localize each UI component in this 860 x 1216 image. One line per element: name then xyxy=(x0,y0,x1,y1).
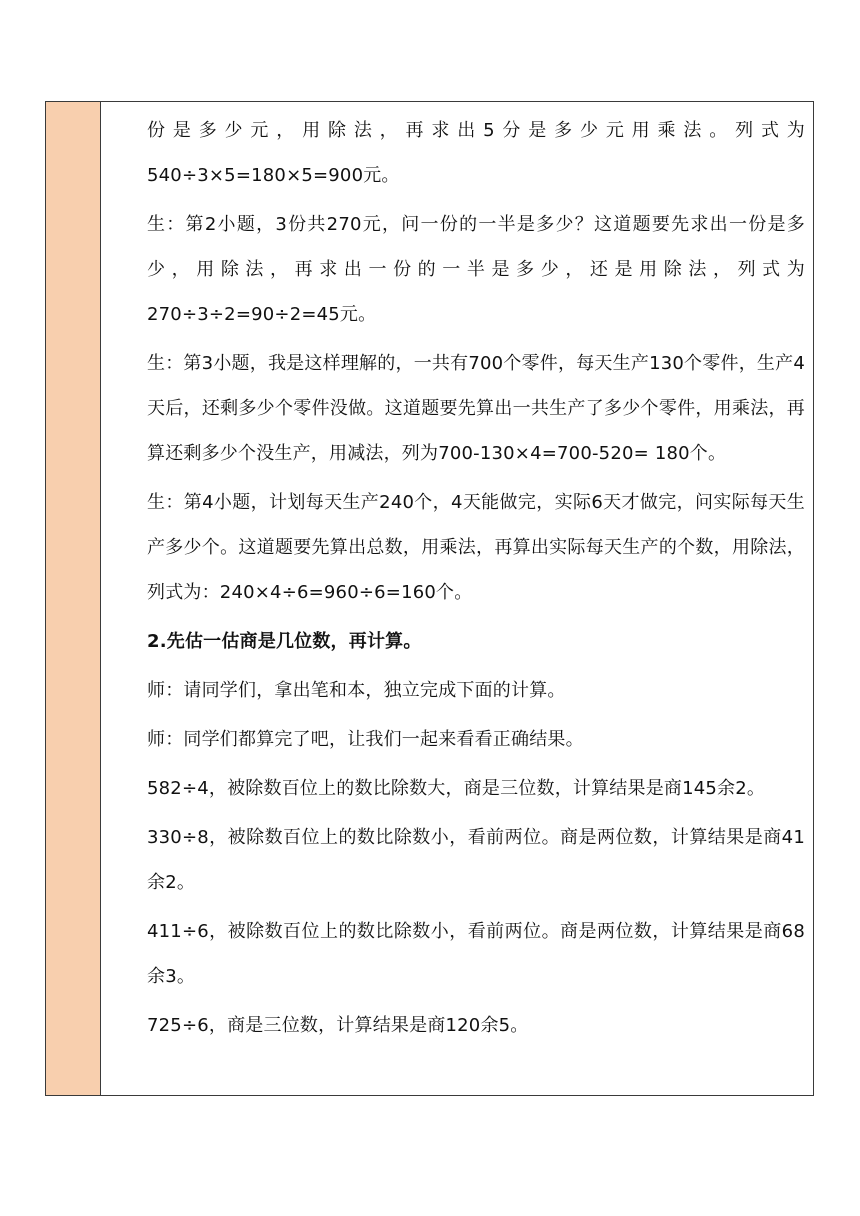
answer-330: 330÷8，被除数百位上的数比除数小，看前两位。商是两位数，计算结果是商41余2。 xyxy=(147,827,805,893)
teacher-review: 师：同学们都算完了吧，让我们一起来看看正确结果。 xyxy=(147,729,584,750)
answer-582: 582÷4，被除数百位上的数比除数大，商是三位数，计算结果是商145余2。 xyxy=(147,778,766,799)
section-heading: 2.先估一估商是几位数，再计算。 xyxy=(147,631,422,652)
paragraph-question-4: 生：第4小题，计划每天生产240个，4天能做完，实际6天才做完，问实际每天生产多少个。这道题要先算出总数，用乘法，再算出实际每天生产的个数，用除法，列式为：240×4÷6=960÷6=160个。 xyxy=(147,492,805,603)
answer-411: 411÷6，被除数百位上的数比除数小，看前两位。商是两位数，计算结果是商68余3。 xyxy=(147,921,805,987)
lesson-table xyxy=(45,101,814,1096)
paragraph-question-3: 生：第3小题，我是这样理解的，一共有700个零件，每天生产130个零件，生产4天后，还剩多少个零件没做。这道题要先算出一共生产了多少个零件，用乘法，再算还剩多少个没生产，用减法，列为700-130×4=700-520= 180个。 xyxy=(147,353,805,464)
answer-725: 725÷6，商是三位数，计算结果是商120余5。 xyxy=(147,1015,529,1036)
content-cell xyxy=(101,102,813,1095)
teacher-instruction: 师：请同学们，拿出笔和本，独立完成下面的计算。 xyxy=(147,680,566,701)
paragraph-formula-540: 份是多少元，用除法，再求出5分是多少元用乘法。列式为540÷3×5=180×5=900元。 xyxy=(147,120,805,186)
side-cell xyxy=(46,102,101,1095)
paragraph-question-2: 生：第2小题，3份共270元，问一份的一半是多少？这道题要先求出一份是多少，用除法，再求出一份的一半是多少，还是用除法，列式为270÷3÷2=90÷2=45元。 xyxy=(147,214,805,325)
